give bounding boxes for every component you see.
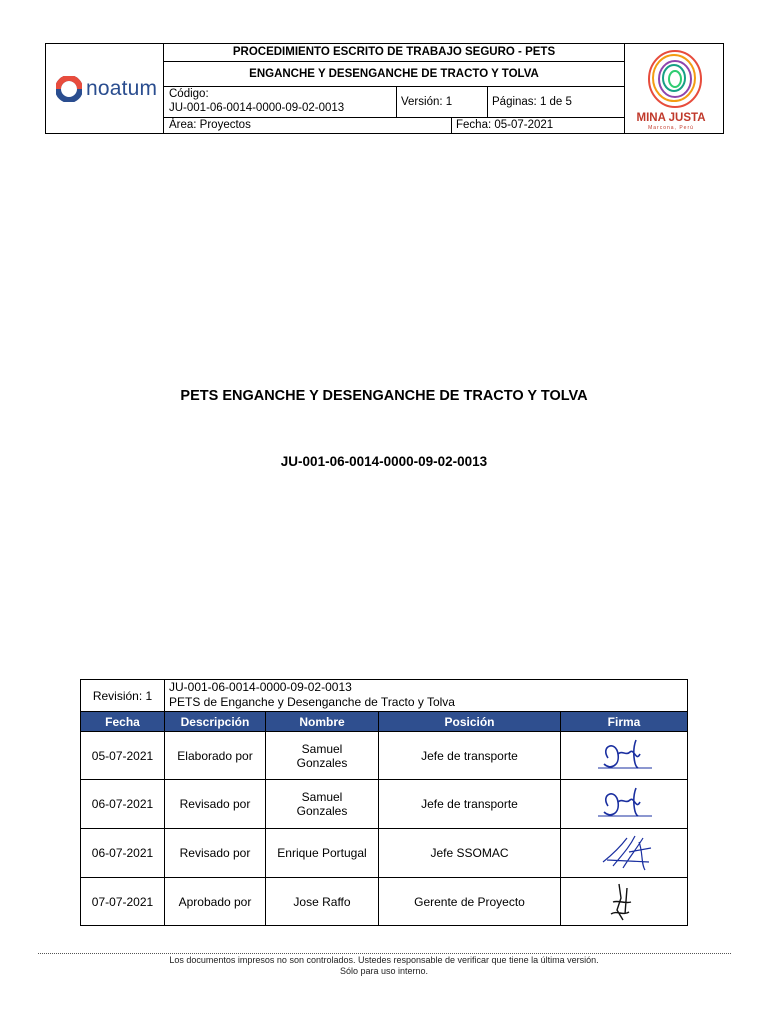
row-3-posicion: Jefe SSOMAC [430, 846, 509, 860]
row-2-nombre: Samuel Gonzales [296, 790, 348, 818]
col-header-firma: Firma [561, 712, 687, 731]
signature-1-image [596, 736, 656, 776]
header-title-line2: ENGANCHE Y DESENGANCHE DE TRACTO Y TOLVA [249, 68, 539, 80]
version-field: Versión: 1 [401, 96, 453, 108]
row-1-fecha: 05-07-2021 [91, 748, 154, 763]
col-header-fecha: Fecha [81, 712, 164, 731]
revision-label: Revisión: 1 [92, 688, 153, 703]
revision-code: JU-001-06-0014-0000-09-02-0013 [169, 680, 352, 694]
mina-justa-logo-text: MINA JUSTA [636, 112, 706, 124]
codigo-value: JU-001-06-0014-0000-09-02-0013 [169, 102, 345, 114]
document-title: PETS ENGANCHE Y DESENGANCHE DE TRACTO Y TOLVA [180, 388, 588, 404]
noatum-logo-text: noatum [86, 77, 158, 100]
signature-4-image [601, 880, 651, 924]
revision-info [169, 680, 684, 710]
footer-divider [38, 953, 731, 954]
row-4-fecha: 07-07-2021 [91, 894, 154, 909]
noatum-logo-icon [56, 76, 82, 102]
mina-justa-logo-subtext: Marcona, Perú [648, 125, 694, 131]
document-code: JU-001-06-0014-0000-09-02-0013 [280, 454, 488, 469]
signature-3-image [599, 832, 659, 874]
fecha-field: Fecha: 05-07-2021 [456, 119, 554, 131]
row-1-posicion: Jefe de transporte [421, 748, 518, 763]
col-header-descripcion: Descripción [165, 712, 265, 731]
col-header-nombre: Nombre [266, 712, 378, 731]
row-1-nombre: Samuel Gonzales [296, 741, 348, 770]
revision-table [80, 679, 688, 926]
row-4-nombre: Jose Raffo [293, 894, 351, 909]
area-field: Área: Proyectos [169, 119, 251, 131]
noatum-logo [56, 76, 157, 102]
row-3-fecha: 06-07-2021 [91, 846, 154, 860]
header-title-line1: PROCEDIMIENTO ESCRITO DE TRABAJO SEGURO - PETS [232, 46, 556, 58]
row-3-descripcion: Revisado por [179, 846, 251, 860]
col-header-posicion: Posición [379, 712, 560, 731]
row-2-posicion: Jefe de transporte [421, 797, 518, 811]
signature-2-image [596, 784, 656, 824]
mina-justa-logo [625, 44, 723, 133]
document-header [45, 43, 724, 134]
row-1-descripcion: Elaborado por [177, 748, 253, 763]
row-2-fecha: 06-07-2021 [91, 797, 154, 811]
paginas-field: Páginas: 1 de 5 [492, 96, 572, 108]
row-3-nombre: Enrique Portugal [277, 846, 367, 860]
codigo-label: Código: [169, 88, 209, 100]
row-4-descripcion: Aprobado por [178, 894, 252, 909]
codigo-field [169, 87, 394, 115]
row-4-posicion: Gerente de Proyecto [414, 894, 525, 909]
footer-line-2: Sólo para uso interno. [339, 966, 429, 976]
footer-line-1: Los documentos impresos no son controlados. Ustedes responsable de verificar que tiene la última versión. [169, 955, 599, 965]
mina-justa-logo-icon [647, 49, 703, 109]
revision-name: PETS de Enganche y Desenganche de Tracto y Tolva [169, 695, 455, 709]
row-2-descripcion: Revisado por [179, 797, 251, 811]
